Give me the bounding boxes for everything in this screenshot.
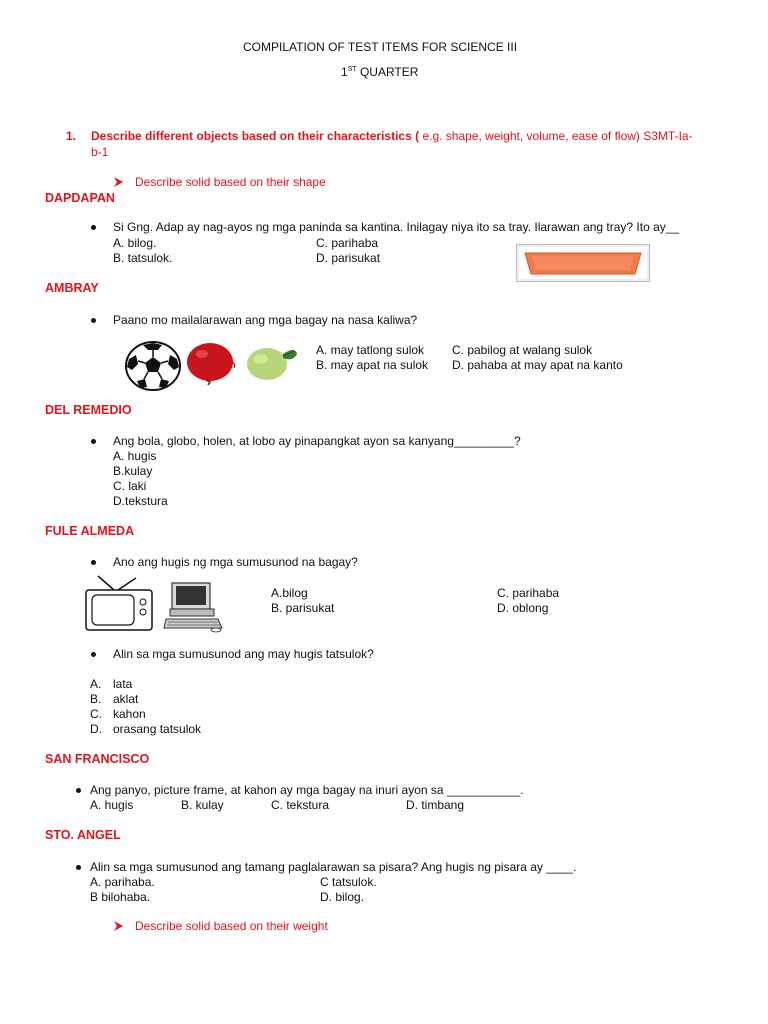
option-c: C. tekstura — [271, 798, 330, 812]
option-c: C. pabilog at walang sulok — [452, 343, 593, 357]
option-c: C. parihaba — [497, 586, 560, 600]
quarter-superscript: ST — [347, 66, 357, 73]
school-name: FULE ALMEDA — [45, 524, 135, 538]
bullet-icon — [91, 225, 96, 230]
soccer-ball-icon — [125, 341, 181, 391]
television-icon — [84, 574, 154, 630]
option-b: B. kulay — [181, 798, 224, 812]
option-b: B. may apat na sulok — [316, 358, 429, 372]
option-a: A. may tatlong sulok — [316, 343, 425, 357]
option-d: D. timbang — [406, 798, 465, 812]
option-text: lata — [113, 677, 133, 691]
bullet-icon — [76, 788, 81, 793]
subhead-shape: Describe solid based on their shape — [135, 175, 326, 189]
question-text: Paano mo mailalarawan ang mga bagay na nasa kaliwa? — [113, 313, 418, 327]
quarter-word: QUARTER — [356, 65, 419, 79]
computer-icon — [164, 582, 226, 632]
school-name: DEL REMEDIO — [45, 403, 132, 417]
option-b: B. tatsulok. — [113, 251, 173, 265]
option-letter: C. — [90, 707, 102, 721]
school-name: STO. ANGEL — [45, 828, 121, 842]
bullet-icon — [76, 865, 81, 870]
option-b: B. parisukat — [271, 601, 335, 615]
option-c: C. laki — [113, 479, 147, 493]
school-name: AMBRAY — [45, 281, 99, 295]
bullet-icon — [91, 560, 96, 565]
option-letter: A. — [90, 677, 102, 691]
competency-line-1 — [91, 129, 693, 143]
option-c: C. parihaba — [316, 236, 379, 250]
option-d: D. parisukat — [316, 251, 381, 265]
option-a: A. bilog. — [113, 236, 157, 250]
bullet-icon — [91, 439, 96, 444]
option-letter: D. — [90, 722, 102, 736]
option-text: orasang tatsulok — [113, 722, 202, 736]
arrow-bullet-icon — [114, 921, 124, 931]
option-b: B bilohaba. — [90, 890, 151, 904]
question-text: Alin sa mga sumusunod ang tamang paglalarawan sa pisara? Ang hugis ng pisara ay ____. — [90, 860, 577, 874]
competency-number: 1. — [66, 129, 77, 143]
option-a: A. hugis — [90, 798, 134, 812]
option-c: C tatsulok. — [320, 875, 377, 889]
bullet-icon — [91, 652, 96, 657]
bullet-icon — [91, 318, 96, 323]
tray-icon — [516, 244, 650, 282]
question-text: Alin sa mga sumusunod ang may hugis tatsulok? — [113, 647, 374, 661]
option-a: A. parihaba. — [90, 875, 155, 889]
school-name: SAN FRANCISCO — [45, 752, 150, 766]
competency-bold: Describe different objects based on their characteristics ( — [91, 129, 423, 143]
arrow-bullet-icon — [114, 177, 124, 187]
balloon-icon — [186, 342, 238, 388]
guava-icon — [245, 342, 299, 382]
quarter-number: 1 — [341, 65, 348, 79]
option-d: D. bilog. — [320, 890, 365, 904]
option-d: D.tekstura — [113, 494, 168, 508]
option-d: D. pahaba at may apat na kanto — [452, 358, 623, 372]
option-text: kahon — [113, 707, 146, 721]
school-name: DAPDAPAN — [45, 191, 115, 205]
question-text: Ang panyo, picture frame, at kahon ay mga bagay na inuri ayon sa ___________. — [90, 783, 524, 797]
question-text: Si Gng. Adap ay nag-ayos ng mga paninda sa kantina. Inilagay niya ito sa tray. Ilarawan ang tray? Ito ay__ — [113, 220, 680, 234]
option-a: A. hugis — [113, 449, 157, 463]
option-b: B.kulay — [113, 464, 153, 478]
competency-line-2: b-1 — [91, 145, 109, 159]
document-title: COMPILATION OF TEST ITEMS FOR SCIENCE III — [243, 40, 518, 54]
question-text: Ang bola, globo, holen, at lobo ay pinapangkat ayon sa kanyang_________? — [113, 434, 521, 448]
option-letter: B. — [90, 692, 102, 706]
option-d: D. oblong — [497, 601, 549, 615]
subhead-weight: Describe solid based on their weight — [135, 919, 328, 933]
option-text: aklat — [113, 692, 139, 706]
option-a: A.bilog — [271, 586, 308, 600]
question-text: Ano ang hugis ng mga sumusunod na bagay? — [113, 555, 358, 569]
quarter-heading — [341, 65, 418, 79]
competency-details: e.g. shape, weight, volume, ease of flow) S3MT-Ia- — [422, 129, 693, 143]
